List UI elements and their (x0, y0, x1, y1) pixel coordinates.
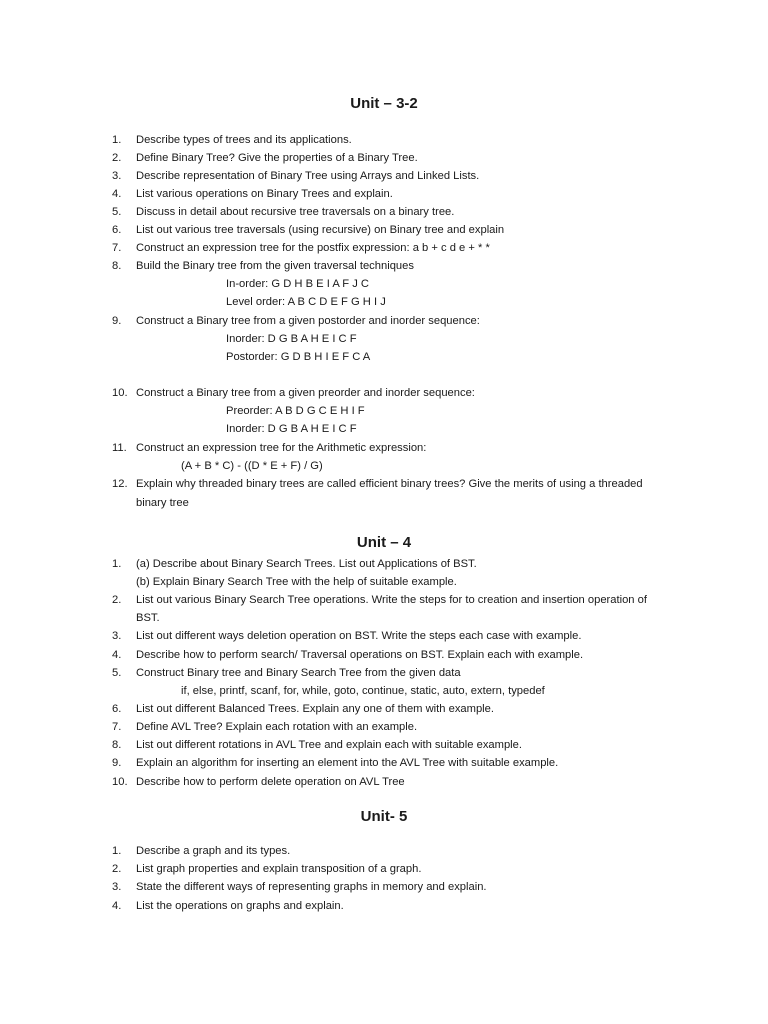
sub-line: Preorder: A B D G C E H I F (226, 405, 365, 417)
unit-3-2-title: Unit – 3-2 (350, 95, 418, 112)
question-text: Explain an algorithm for inserting an element into the AVL Tree with suitable example. (136, 757, 559, 769)
sub-line: Level order: A B C D E F G H I J (226, 296, 386, 308)
question-text: List out different ways deletion operation on BST. Write the steps each case with example. (136, 630, 582, 642)
unit-5-title: Unit- 5 (360, 808, 408, 825)
question-number: 3. (112, 170, 122, 182)
question-number: 5. (112, 206, 122, 218)
question-number: 2. (112, 152, 122, 164)
question-number: 2. (112, 863, 122, 875)
question-number: 4. (112, 188, 122, 200)
sub-line: Inorder: D G B A H E I C F (226, 333, 357, 345)
question-text: Construct an expression tree for the Arithmetic expression: (136, 442, 427, 454)
question-number: 7. (112, 242, 122, 254)
question-text: Construct a Binary tree from a given preorder and inorder sequence: (136, 387, 475, 399)
question-number: 4. (112, 649, 122, 661)
question-text: Describe representation of Binary Tree using Arrays and Linked Lists. (136, 170, 480, 182)
question-number: 12. (112, 478, 128, 490)
question-text: List graph properties and explain transposition of a graph. (136, 863, 422, 875)
question-text: List out different Balanced Trees. Explain any one of them with example. (136, 703, 494, 715)
question-text: List out different rotations in AVL Tree and explain each with suitable example. (136, 739, 522, 751)
sub-line: Inorder: D G B A H E I C F (226, 423, 357, 435)
question-number: 3. (112, 630, 122, 642)
question-text-continued: (b) Explain Binary Search Tree with the help of suitable example. (136, 576, 457, 588)
question-number: 6. (112, 224, 122, 236)
question-number: 8. (112, 739, 122, 751)
question-number: 9. (112, 315, 122, 327)
question-text: Construct Binary tree and Binary Search Tree from the given data (136, 667, 461, 679)
question-number: 1. (112, 845, 122, 857)
question-number: 1. (112, 558, 122, 570)
question-text: List the operations on graphs and explain. (136, 900, 344, 912)
question-text: Describe types of trees and its applications. (136, 134, 352, 146)
question-text: Explain why threaded binary trees are called efficient binary trees? Give the merits of using a threaded (136, 478, 643, 490)
sub-line: Postorder: G D B H I E F C A (226, 351, 371, 363)
question-number: 10. (112, 776, 128, 788)
question-number: 10. (112, 387, 128, 399)
question-number: 9. (112, 757, 122, 769)
question-text-continued: binary tree (136, 497, 189, 509)
question-text: Construct a Binary tree from a given postorder and inorder sequence: (136, 315, 480, 327)
question-number: 1. (112, 134, 122, 146)
question-text: State the different ways of representing graphs in memory and explain. (136, 881, 487, 893)
question-text: (a) Describe about Binary Search Trees. List out Applications of BST. (136, 558, 477, 570)
sub-line: if, else, printf, scanf, for, while, goto, continue, static, auto, extern, typedef (181, 685, 545, 697)
unit-4-title: Unit – 4 (356, 534, 412, 551)
question-text: List various operations on Binary Trees and explain. (136, 188, 393, 200)
sub-line: (A + B * C) - ((D * E + F) / G) (181, 460, 323, 472)
question-number: 4. (112, 900, 122, 912)
question-text: Describe how to perform delete operation on AVL Tree (136, 776, 405, 788)
question-text: Describe how to perform search/ Traversal operations on BST. Explain each with example. (136, 649, 584, 661)
question-text: List out various tree traversals (using recursive) on Binary tree and explain (136, 224, 505, 236)
question-number: 6. (112, 703, 122, 715)
question-text-continued: BST. (136, 612, 160, 624)
question-number: 3. (112, 881, 122, 893)
question-text: Define Binary Tree? Give the properties of a Binary Tree. (136, 152, 418, 164)
question-text: Construct an expression tree for the postfix expression: a b + c d e + * * (136, 242, 490, 254)
question-text: Discuss in detail about recursive tree traversals on a binary tree. (136, 206, 455, 218)
question-number: 5. (112, 667, 122, 679)
question-text: Define AVL Tree? Explain each rotation with an example. (136, 721, 418, 733)
question-text: List out various Binary Search Tree operations. Write the steps for to creation and insertion operation of (136, 594, 647, 606)
question-number: 11. (112, 442, 127, 454)
question-text: Build the Binary tree from the given traversal techniques (136, 260, 414, 272)
sub-line: In-order: G D H B E I A F J C (226, 278, 369, 290)
question-number: 8. (112, 260, 122, 272)
question-number: 7. (112, 721, 122, 733)
question-text: Describe a graph and its types. (136, 845, 291, 857)
question-number: 2. (112, 594, 122, 606)
